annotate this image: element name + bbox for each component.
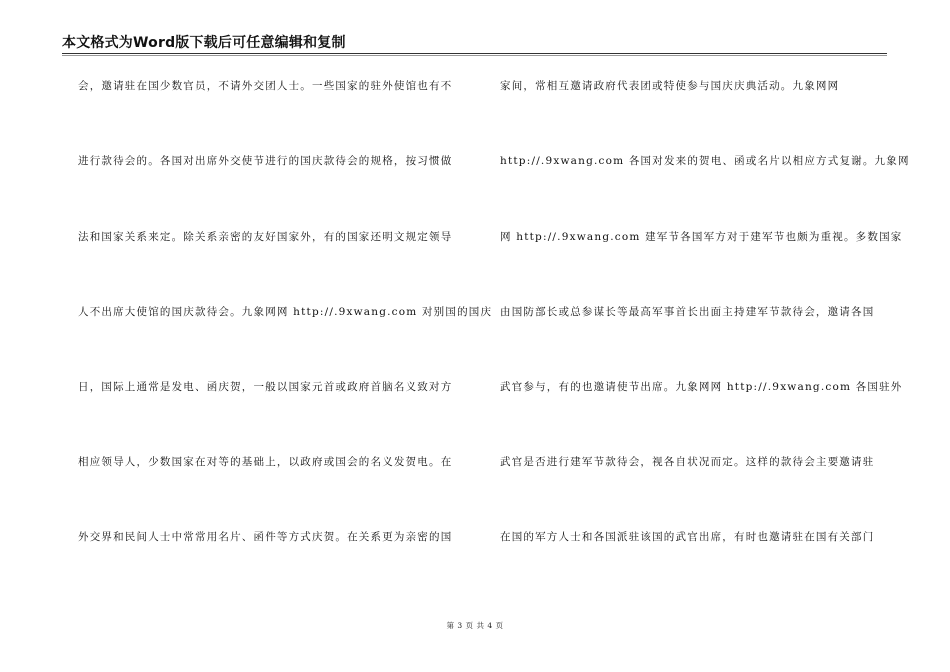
text-line: 日，国际上通常是发电、函庆贺，一般以国家元首或政府首脑名义致对方 xyxy=(78,381,453,393)
text-line: 相应领导人，少数国家在对等的基础上，以政府或国会的名义发贺电。在 xyxy=(78,456,453,468)
text-line: 法和国家关系来定。除关系亲密的友好国家外，有的国家还明文规定领导 xyxy=(78,231,453,243)
text-line: 网 http://.9xwang.com 建军节各国军方对于建军节也颇为重视。多数国家 xyxy=(500,231,903,243)
text-line: 武官参与，有的也邀请使节出席。九象网网 http://.9xwang.com 各国驻外 xyxy=(500,381,903,393)
text-line: 家间，常相互邀请政府代表团或特使参与国庆庆典活动。九象网网 xyxy=(500,80,840,92)
text-line: 会，邀请驻在国少数官员，不请外交团人士。一些国家的驻外使馆也有不 xyxy=(78,80,453,92)
text-line: 武官是否进行建军节款待会，视各自状况而定。这样的款待会主要邀请驻 xyxy=(500,456,875,468)
text-line: 进行款待会的。各国对出席外交使节进行的国庆款待会的规格，按习惯做 xyxy=(78,155,453,167)
header-rule xyxy=(62,53,887,54)
text-line: 外交界和民间人士中常常用名片、函件等方式庆贺。在关系更为亲密的国 xyxy=(78,531,453,543)
page-header-title: 本文格式为Word版下载后可任意编辑和复制 xyxy=(62,35,346,51)
text-line: 人不出席大使馆的国庆款待会。九象网网 http://.9xwang.com 对别国的国庆 xyxy=(78,306,493,318)
text-line: http://.9xwang.com 各国对发来的贺电、函或名片以相应方式复谢。九象网 xyxy=(500,155,910,167)
page-number-footer: 第 3 页 共 4 页 xyxy=(446,621,504,630)
text-line: 在国的军方人士和各国派驻该国的武官出席，有时也邀请驻在国有关部门 xyxy=(500,531,875,543)
header-rule-secondary xyxy=(62,55,887,56)
text-line: 由国防部长或总参谋长等最高军事首长出面主持建军节款待会，邀请各国 xyxy=(500,306,875,318)
